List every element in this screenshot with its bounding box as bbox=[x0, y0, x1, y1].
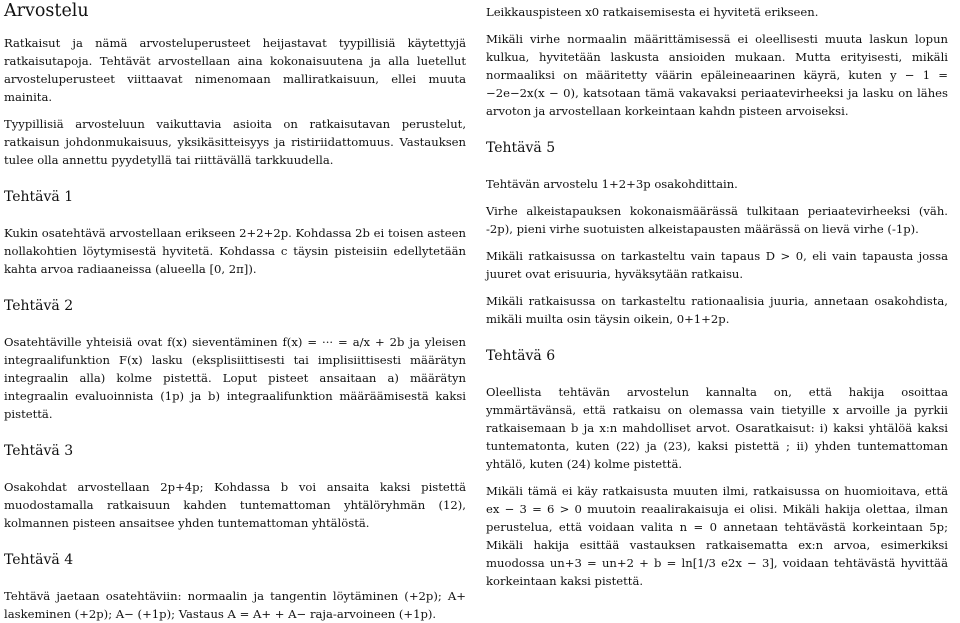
task-4-continued-line: Leikkauspisteen x0 ratkaisemisesta ei hyvitetä erikseen. bbox=[486, 5, 819, 19]
task-5-paragraph-2: Virhe alkeistapauksen kokonaismäärässä tulkitaan periaatevirheeksi (väh. -2p), pieni virhe suotuisten alkeistapausten määrässä on lievä virhe (-1p). bbox=[486, 204, 948, 236]
task-2-paragraph: Osatehtäville yhteisiä ovat f(x) sieventäminen f(x) = ··· = a/x + 2b ja yleisen integraalifunktion F(x) lasku (eksplisiittisesti tai implisiittisesti määrätyn integraalin alla) kolme pistettä. Loput pisteet ansaitaan a) määrätyn integraalin evaluoinnista (1p) ja b) integraalifunktion määräämisestä kaksi pistettä. bbox=[4, 335, 466, 421]
intro-paragraph-1: Ratkaisut ja nämä arvosteluperusteet heijastavat tyypillisiä käytettyjä ratkaisutapoja. Tehtävät arvostellaan aina kokonaisuutena ja alla luetellut arvosteluperusteet viittaavat nimenomaan malliratkaisuun, ellei muuta mainita. bbox=[4, 36, 466, 104]
task-5-heading: Tehtävä 5 bbox=[486, 140, 556, 156]
task-1-paragraph: Kukin osatehtävä arvostellaan erikseen 2+2+2p. Kohdassa 2b ei toisen asteen nollakohtien löytymisestä hyvitetä. Kohdassa c täysin pisteisiin edellytetään kahta arvoa radiaaneissa (alueella [0, 2π]). bbox=[4, 226, 466, 276]
task-3-paragraph: Osakohdat arvostellaan 2p+4p; Kohdassa b voi ansaita kaksi pistettä muodostamalla ratkaisuun kahden tuntemattoman yhtälöryhmän (12), kolmannen pisteen ansaitsee yhden tuntemattoman yhtälöstä. bbox=[4, 480, 466, 530]
task-5-paragraph-4: Mikäli ratkaisussa on tarkasteltu rationaalisia juuria, annetaan osakohdista, mikäli muilta osin täysin oikein, 0+1+2p. bbox=[486, 294, 948, 326]
task-4-heading: Tehtävä 4 bbox=[4, 552, 74, 568]
left-column bbox=[4, 0, 466, 623]
task-6-paragraph-2: Mikäli tämä ei käy ratkaisusta muuten ilmi, ratkaisussa on huomioitava, että ex − 3 = 6 > 0 muutoin reaalirakaisuja ei olisi. Mikäli hakija olettaa, ilman perustelua, että voidaan valita n = 0 annetaan tehtävästä korkeintaan 5p; Mikäli hakija esittää vastauksen ratkaisematta ex:n arvoa, esimerkiksi muodossa un+3 = un+2 + b = ln[1/3 e2x − 3], voidaan tehtävästä hyvittää korkeintaan kaksi pistettä. bbox=[486, 484, 948, 588]
task-3-heading: Tehtävä 3 bbox=[4, 443, 74, 459]
page-title: Arvostelu bbox=[4, 1, 89, 21]
task-6-heading: Tehtävä 6 bbox=[486, 348, 556, 364]
task-4-continued-paragraph: Mikäli virhe normaalin määrittämisessä ei oleellisesti muuta laskun lopun kulkua, hyvitetään laskusta ansioiden mukaan. Mutta erityisesti, mikäli normaaliksi on määritetty väärin epäleineaarinen käyrä, kuten y − 1 = −2e−2x(x − 0), katsotaan tämä vakavaksi periaatevirheeksi ja lasku on lähes arvoton ja arvostellaan korkeintaan kahdn pisteen arvoiseksi. bbox=[486, 32, 948, 118]
task-2-heading: Tehtävä 2 bbox=[4, 298, 74, 314]
task-1-heading: Tehtävä 1 bbox=[4, 189, 74, 205]
intro-paragraph-2: Tyypillisiä arvosteluun vaikuttavia asioita on ratkaisutavan perustelut, ratkaisun johdonmukaisuus, yksikäsitteisyys ja ristiriidattomuus. Vastauksen tulee olla annettu pyydetyllä tai riittävällä tarkkuudella. bbox=[4, 117, 466, 167]
task-6-paragraph-1: Oleellista tehtävän arvostelun kannalta on, että hakija osoittaa ymmärtävänsä, että ratkaisu on olemassa vain tietyille x arvoille ja pyrkii ratkaisemaan b ja x:n mahdolliset arvot. Osaratkaisut: i) kaksi yhtälöä kaksi tuntematonta, kuten (22) ja (23), kaksi pistettä ; ii) yhden tuntemattoman yhtälö, kuten (24) kolme pistettä. bbox=[486, 385, 948, 471]
right-column bbox=[486, 0, 948, 590]
task-5-paragraph-3: Mikäli ratkaisussa on tarkasteltu vain tapaus D > 0, eli vain tapausta jossa juuret ovat erisuuria, hyväksytään ratkaisu. bbox=[486, 249, 948, 281]
task-5-paragraph-1: Tehtävän arvostelu 1+2+3p osakohdittain. bbox=[486, 177, 738, 191]
task-4-paragraph: Tehtävä jaetaan osatehtäviin: normaalin ja tangentin löytäminen (+2p); A+ laskeminen (+2p); A− (+1p); Vastaus A = A+ + A− raja-arvoineen (+1p). bbox=[4, 589, 466, 621]
